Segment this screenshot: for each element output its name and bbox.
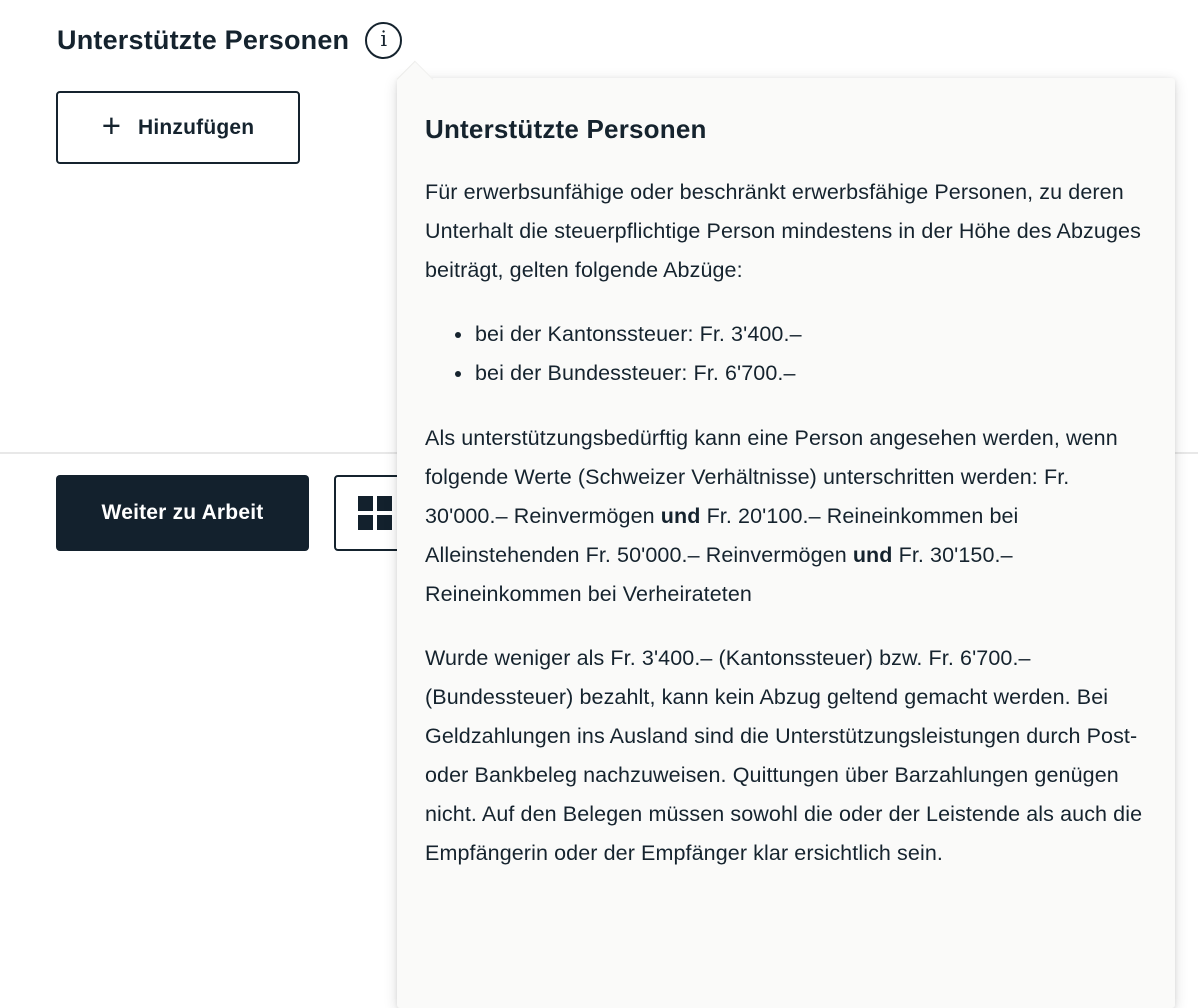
next-step-button[interactable]: Weiter zu Arbeit: [56, 475, 309, 551]
plus-icon: +: [101, 107, 121, 144]
info-tooltip: [397, 78, 1175, 1008]
tooltip-title: Unterstützte Personen: [425, 114, 707, 144]
add-button-label: Hinzufügen: [137, 115, 255, 139]
page-title: Unterstützte Personen: [57, 25, 350, 55]
deduction-list: [425, 315, 1147, 393]
info-icon[interactable]: [365, 22, 402, 59]
tooltip-paragraph-3: Wurde weniger als Fr. 3'400.– (Kantonssteuer) bzw. Fr. 6'700.– (Bundessteuer) bezahlt, kann kein Abzug geltend gemacht werden. Bei Geldzahlungen ins Ausland sind die Unterstützungsleistungen durch Post- oder Bankbeleg nachzuweisen. Quittungen über Barzahlungen genügen nicht. Auf den Belegen müssen sowohl die oder der Leistende als auch die Empfängerin oder der Empfänger klar ersichtlich sein.: [425, 646, 1143, 865]
tooltip-paragraph-1: Für erwerbsunfähige oder beschränkt erwerbsfähige Personen, zu deren Unterhalt die steuerpflichtige Person mindestens in der Höhe des Abzuges beiträgt, gelten folgende Abzüge:: [425, 180, 1141, 282]
tooltip-caret: [397, 61, 434, 98]
deduction-item-federal: bei der Bundessteuer: Fr. 6'700.–: [475, 354, 1147, 393]
page-header: [57, 22, 402, 59]
info-icon-glyph: i: [380, 27, 388, 51]
add-person-button[interactable]: [56, 91, 300, 164]
deduction-item-canton: bei der Kantonssteuer: Fr. 3'400.–: [475, 315, 1147, 354]
tooltip-paragraph-2: Als unterstützungsbedürftig kann eine Person angesehen werden, wenn folgende Werte (Schweizer Verhältnisse) unterschritten werden: Fr. 30'000.– Reinvermögen und Fr. 20'100.– Reineinkommen bei Alleinstehenden Fr. 50'000.– Reinvermögen und Fr. 30'150.– Reineinkommen bei Verheirateten: [425, 426, 1118, 606]
grid-icon: [358, 496, 392, 530]
